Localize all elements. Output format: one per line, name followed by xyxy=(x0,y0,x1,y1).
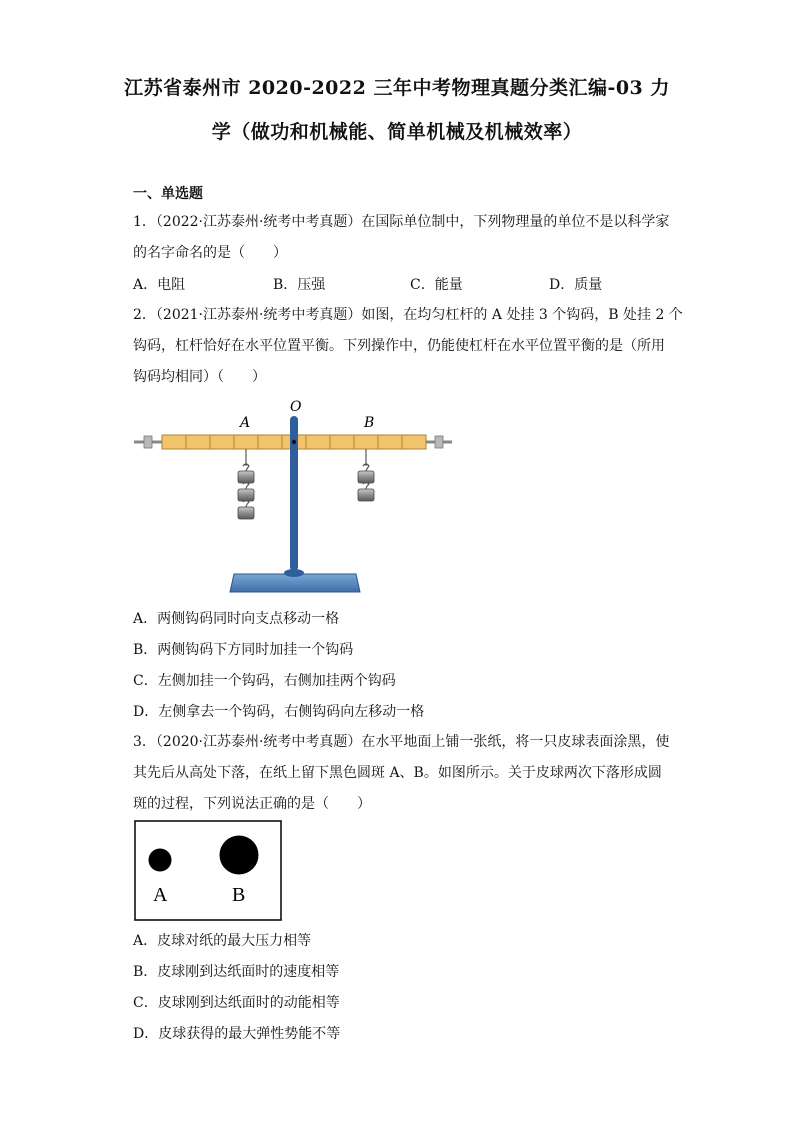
lever-figure xyxy=(130,396,460,601)
weights-left xyxy=(238,449,254,519)
q1-option-b: B．压强 xyxy=(273,277,326,293)
q3-stem-line-1: 3．（2020·江苏泰州·统考中考真题）在水平地面上铺一张纸，将一只皮球表面涂黑，使 xyxy=(133,734,670,750)
q2-option-a: A．两侧钩码同时向支点移动一格 xyxy=(133,611,340,627)
hook-weight xyxy=(238,483,254,502)
label-a: A xyxy=(240,415,251,431)
q3-option-c: C．皮球刚到达纸面时的动能相等 xyxy=(133,995,340,1011)
q2-stem-line-2: 钩码，杠杆恰好在水平位置平衡。下列操作中，仍能使杠杆在水平位置平衡的是（所用 xyxy=(133,338,665,354)
q1-stem-line-2: 的名字命名的是（ ） xyxy=(133,245,287,261)
label-o: O xyxy=(290,399,302,415)
spot-a xyxy=(149,849,172,872)
spot-b xyxy=(220,836,259,875)
hook-weight xyxy=(238,501,254,520)
hook-weight xyxy=(358,464,374,483)
q2-option-d: D．左侧拿去一个钩码，右侧钩码向左移动一格 xyxy=(133,704,425,720)
q2-stem-line-3: 钩码均相同）（ ） xyxy=(133,369,266,385)
pivot-point xyxy=(292,440,296,444)
hook-weight xyxy=(358,483,374,502)
weights-right xyxy=(358,449,374,501)
q3-stem-line-2: 其先后从高处下落，在纸上留下黑色圆斑 A、B。如图所示。关于皮球两次下落形成圆 xyxy=(133,765,662,781)
q3-option-d: D．皮球获得的最大弹性势能不等 xyxy=(133,1026,341,1042)
label-b: B xyxy=(364,415,375,431)
right-balance-nut xyxy=(426,436,452,448)
spot-a-label: A xyxy=(153,884,168,906)
q3-option-a: A．皮球对纸的最大压力相等 xyxy=(133,933,312,949)
q1-stem-line-1: 1．（2022·江苏泰州·统考中考真题）在国际单位制中，下列物理量的单位不是以科学家 xyxy=(133,214,670,230)
spot-b-label: B xyxy=(232,884,246,906)
q3-stem-line-3: 斑的过程，下列说法正确的是（ ） xyxy=(133,796,371,812)
q1-option-c: C．能量 xyxy=(410,277,463,293)
q2-stem-line-1: 2．（2021·江苏泰州·统考中考真题）如图，在均匀杠杆的 A 处挂 3 个钩码，B 处挂 2 个 xyxy=(133,307,683,323)
document-title-line-1: 江苏省泰州市 2020-2022 三年中考物理真题分类汇编-03 力 xyxy=(124,77,670,99)
q1-option-d: D．质量 xyxy=(549,277,603,293)
q1-option-a: A．电阻 xyxy=(133,277,186,293)
q3-option-b: B．皮球刚到达纸面时的速度相等 xyxy=(133,964,340,980)
spots-figure xyxy=(134,820,282,922)
hook-weight xyxy=(238,464,254,483)
q2-option-c: C．左侧加挂一个钩码，右侧加挂两个钩码 xyxy=(133,673,396,689)
left-balance-nut xyxy=(134,436,162,448)
q2-option-b: B．两侧钩码下方同时加挂一个钩码 xyxy=(133,642,354,658)
document-title-line-2: 学（做功和机械能、简单机械及机械效率） xyxy=(211,121,583,143)
q1-options xyxy=(133,274,693,294)
section-heading: 一、单选题 xyxy=(133,186,203,202)
